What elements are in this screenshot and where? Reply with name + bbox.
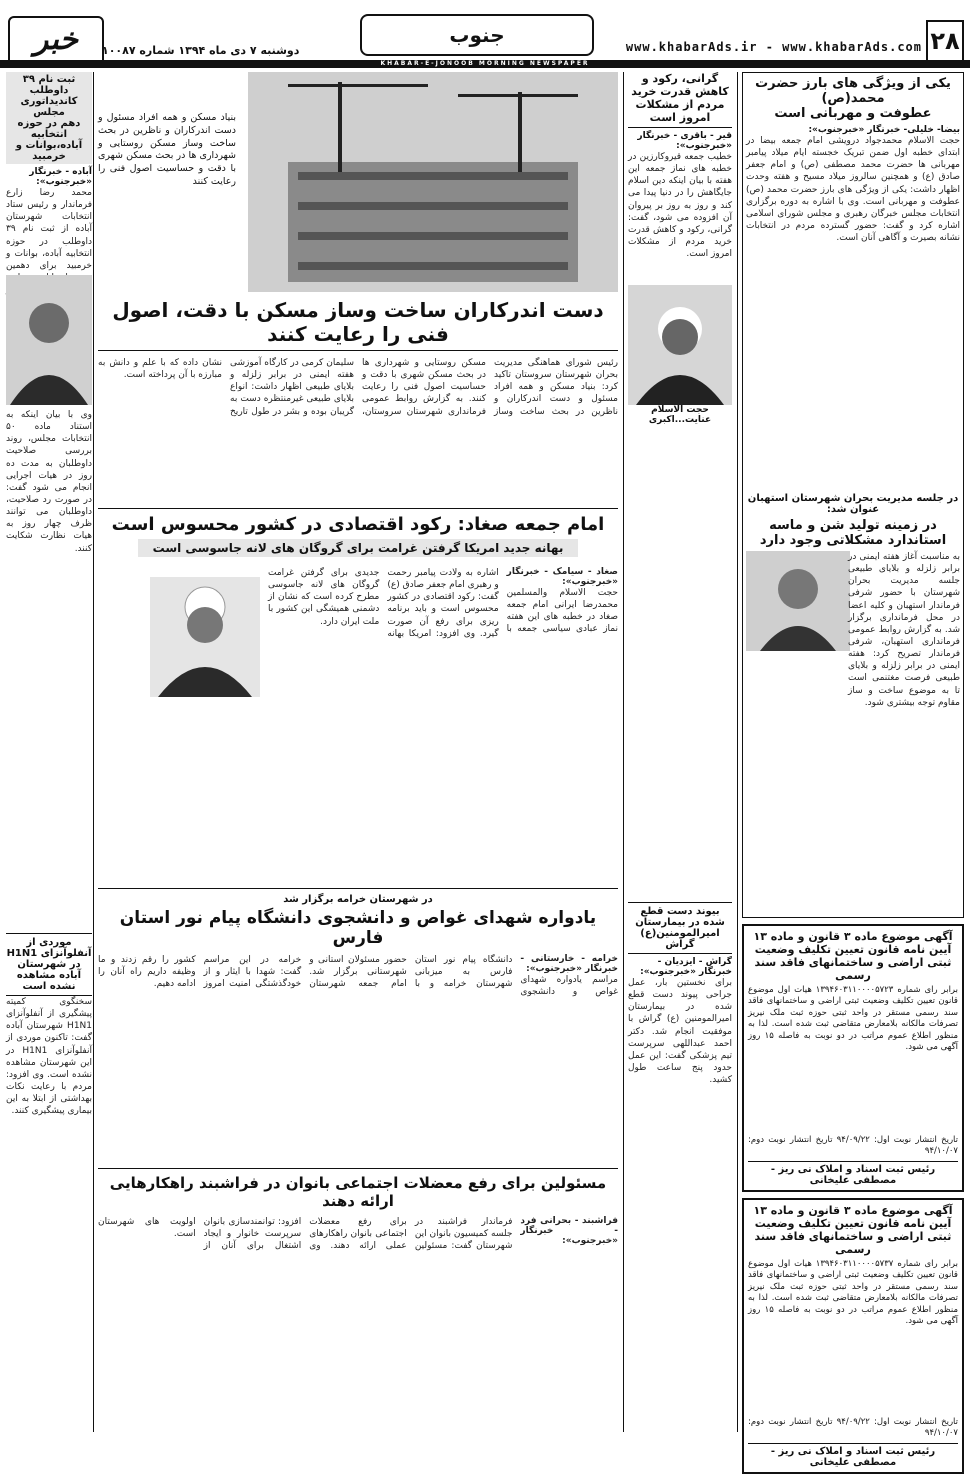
women-title: مسئولین برای رفع معضلات اجتماعی بانوان در فراشبند راهکارهایی ارائه دهند <box>109 1174 607 1210</box>
flu-text: سخنگوی کمیته پیشگیری از آنفلوآنزای H1N1 شهرستان آباده گفت: تاکنون موردی از آنفلوآنزای H1N1 در این شهرستان مشاهده نشده است. وی افزود: مردم با رعایت نکات بهداشتی از ابتلا به این بیماری پیشگیری کنند. <box>6 997 92 1117</box>
header-strip: KHABAR-E-JONOOB MORNING NEWSPAPER <box>0 60 970 68</box>
registry-notice-1 <box>742 924 964 1192</box>
women-body <box>98 1216 618 1438</box>
election-text: محمد رضا زارع فرماندار و رئیس ستاد انتخابات شهرستان آباده از ثبت نام ۳۹ داوطلب در حوزه انتخابیه آباده، بوانات و خرمبید برای دهمین <box>6 188 92 271</box>
page-number: ۲۸ <box>926 20 964 62</box>
sub-body-text: به مناسبت آغاز هفته ایمنی در برابر زلزله و بلایای طبیعی جلسه مدیریت بحران شهرستان با حضور شرفی فرماندار استهبان و کلیه اعضا در محل فرمانداری برگزار شد. به گزارش روابط عمومی فرمانداری استهبان، شرفی فرماندار تصریح کرد: هفته ایمنی در برابر زلزله و بلایای طبیعی فرصت مغتنمی است تا به موضوع ساخت و ساز مقاوم توجه بیشتری شود. <box>848 552 960 708</box>
column-rule <box>93 72 94 1432</box>
portrait-icon <box>6 275 92 405</box>
byline: خرامه - خارستانی - خبرنگار «خبرجنوب»: <box>520 954 618 974</box>
masthead <box>0 6 970 64</box>
byline: گراش - ایزدیان - خبرنگار «خبرجنوب»: <box>640 957 732 977</box>
divider <box>98 888 618 889</box>
building-icon <box>248 72 618 292</box>
martyrs-text: مراسم یادواره شهدای غواص و دانشجوی دانشگاه پیام نور استان فارس به میزبانی شهرستان خرامه و با حضور مسئولان استانی و شهرستانی برگزار شد. امام جمعه شهرستان خرامه در این مراسم گفت: شهدا با ایثار و از خودگذشتگی امنیت امروز کشور را رقم زدند و ما وظیفه داریم راه آنان را ادامه دهیم. <box>98 955 618 998</box>
right-column <box>742 72 964 1468</box>
headline-line2: کاندیداتوری مجلس <box>20 96 78 118</box>
gerash-text: برای نخستین بار، عمل جراحی پیوند دست قطع شده در بیمارستان امیرالمومنین (ع) گراش با موفقیت انجام شد. دکتر احمد عبداللهی سرپرست تیم پزشکی گفت: این عمل حدود پنج ساعت طول کشید. <box>628 978 732 1086</box>
gerash-title: بیوند دست قطع شده در بیمارستان امیرالمومنین(ع) گراش <box>628 902 732 954</box>
byline: قیر - باقری - خبرنگار «خبرجنوب»: <box>637 131 732 151</box>
official-photo <box>746 551 850 651</box>
lead-text: رئیس شورای هماهنگی مدیریت بحران شهرستان سروستان تاکید کرد: بنیاد مسکن و همه افراد مسئول و دست اندرکاران و ناظرین در بحث ساخت وساز مسکن روستایی و شهرداری ها در بحث مسکن شهری با دقت و حساسیت اصول فنی را رعایت کنند. به گزارش روابط عمومی فرمانداری شهرستان سروستان، سلیمان کرمی در کارگاه آموزشی هفته ایمنی در برابر زلزله و بلایای طبیعی اظهار داشت: انواع بلایای طبیعی غیرمنتظره دست به گریبان بوده و بشر در طول تاریخ نشان داده که با علم و دانش به مبارزه با آن پرداخته است. <box>98 358 618 417</box>
portrait-icon <box>628 285 732 405</box>
women-text: فرماندار فراشبند در جلسه کمیسیون بانوان این شهرستان گفت: مسئولین برای رفع معضلات اجتماعی بانوان راهکارهای عملی ارائه دهند. وی افزود: توانمندسازی بانوان سرپرست خانوار و ایجاد اشتغال برای آنان از اولویت های شهرستان است. <box>98 1217 513 1252</box>
registry-notice-2 <box>742 1198 964 1474</box>
notice-signature: رئیس ثبت اسناد و املاک نی ریز - مصطفی علیخانی <box>748 1161 958 1186</box>
headline-line3: دهم در حوزه انتخابیه <box>17 118 81 140</box>
flu-body <box>6 996 92 1466</box>
newspaper-logo: خبر <box>8 16 104 66</box>
notice-title: آگهی موضوع ماده ۳ قانون و ماده ۱۳ آیین نامه قانون تعیین تکلیف وضعیت ثبتی اراضی و ساختمانهای فاقد سند رسمی <box>753 930 953 982</box>
column-rule <box>623 72 624 1432</box>
site-url[interactable]: www.khabarAds.ir - www.khabarAds.com <box>625 40 922 54</box>
divider <box>98 508 618 509</box>
election-body <box>6 187 92 271</box>
sub-kicker: در جلسه مدیریت بحران شهرستان استهبان عنوان شد: <box>747 493 959 515</box>
gerash-body <box>628 977 732 1427</box>
martyrs-article <box>98 894 618 1164</box>
election-headline <box>6 72 92 164</box>
election-text-2: وی با بیان اینکه به استناد ماده ۵۰ انتخابات مجلس، روند بررسی صلاحیت داوطلبان به مدت ده روز در هیات اجرایی انجام می شود گفت: در صورت رد صلاحیت، داوطلبان می توانند ظرف چهار روز به هیات نظارت شکایت کنند. <box>6 410 92 554</box>
prophet-article <box>742 72 964 918</box>
notice-dates: تاریخ انتشار نوبت اول: ۹۴/۰۹/۲۲ تاریخ انتشار نوبت دوم: ۹۴/۱۰/۰۷ <box>748 1135 959 1157</box>
friday-body-continued <box>98 706 263 876</box>
byline: بیضا- خلیلی- خبرنگار «خبرجنوب»: <box>808 125 960 135</box>
gerash-article <box>628 902 732 1432</box>
article-title-line2: عطوفت و مهربانی است <box>774 106 932 121</box>
imam-photo <box>150 577 260 697</box>
friday-subtitle: بهانه جدید امریکا گرفتن غرامت برای گروگان های لانه جاسوسی است <box>138 539 578 557</box>
women-article <box>98 1174 618 1432</box>
notice-signature: رئیس ثبت اسناد و املاک نی ریز - مصطفی علیخانی <box>748 1443 958 1468</box>
martyrs-kicker: در شهرستان خرامه برگزار شد <box>283 894 433 905</box>
election-body-continued <box>6 409 92 929</box>
headline-line4: آباده،بوانات و خرمبید <box>15 140 83 162</box>
qir-text: خطیب جمعه قیروکارزین در خطبه های نماز جمعه این هفته با بیان اینکه دین اسلام جایگاهش را در دنیا پیدا می کند و روز به روز بر پیروان آن افزوده می شود، گفت: گرانی، رکود و کاهش قدرت خرید مردم از مشکلات امروز است. <box>628 152 732 260</box>
martyrs-title: یادواره شهدای غواص و دانشجوی دانشگاه پیام نور استان فارس <box>119 908 597 948</box>
qir-body-continued <box>628 425 732 895</box>
left-column <box>6 72 92 1432</box>
column-rule <box>737 72 738 1432</box>
notice-body: برابر رای شماره ۱۳۹۴۶۰۳۱۱۰۰۰۰۵۷۳۷ هیات اول موضوع قانون تعیین تکلیف وضعیت ثبتی اراضی و ساختمانهای فاقد سند رسمی مستقر در واحد ثبتی حوزه ثبت ملک نیریز تصرفات مالکانه بلامعارض متقاضی ثبت شده است. لذا به منظور اطلاع عموم مراتب در دو نوبت به فاصله ۱۵ روز آگهی می شود. <box>748 1258 958 1327</box>
notice-dates: تاریخ انتشار نوبت اول: ۹۴/۰۹/۲۲ تاریخ انتشار نوبت دوم: ۹۴/۱۰/۰۷ <box>748 1416 959 1439</box>
lead-body <box>98 357 618 517</box>
governor-photo <box>6 275 92 405</box>
byline: آباده - خبرنگار «خبرجنوب»: <box>29 167 92 187</box>
friday-title: امام جمعه صغاد: رکود اقتصادی در کشور محسوس است <box>111 514 605 535</box>
flu-title: موردی از آنفلوآنزای H1N1 در شهرستان آباده مشاهده نشده است <box>6 933 92 996</box>
dateline: دوشنبه ۷ دی ماه ۱۳۹۴ شماره ۱۰۰۸۷ <box>102 44 300 57</box>
byline: فراشبند - بحرانی فرد - خبرنگار «خبرجنوب»: <box>520 1216 618 1246</box>
photo-caption: حجت الاسلام عنایت...اکبری <box>648 405 712 425</box>
photo-caption: بنیاد مسکن و همه افراد مسئول و دست اندرکاران و ناظرین در بحث ساخت وساز مسکن روستایی و شهرداری ها در بحث مسکن شهری با دقت و حساسیت اصول فنی را رعایت کنند <box>98 112 236 188</box>
article-title: یکی از ویژگی های بارز حضرت محمد(ص) <box>755 76 951 106</box>
qir-body <box>628 151 732 281</box>
article-body <box>746 135 960 487</box>
friday-prayer-article <box>98 514 618 884</box>
friday-text: حجت الاسلام والمسلمین محمدرضا ایرانی امام جمعه صغاد در خطبه های این هفته نماز عبادی سیاسی جمعه با اشاره به ولادت پیامبر رحمت و رهبری امام جعفر صادق (ع) گفت: رکود اقتصادی در کشور محسوس است و باید برنامه ریزی برای رفع آن صورت گیرد. وی افزود: امریکا بهانه جدیدی برای گرفتن غرامت گروگان های لانه جاسوسی مطرح کرده است که نشان از دشمنی همیشگی این کشور با ملت ایران دارد. <box>268 568 618 639</box>
construction-photo <box>248 72 618 292</box>
portrait-icon <box>150 577 260 697</box>
headline-line1: ثبت نام ۳۹ داوطلب <box>22 74 76 96</box>
cleric-photo <box>628 285 732 405</box>
portrait-icon <box>746 551 850 651</box>
lead-title: دست اندرکاران ساخت وساز مسکن با دقت، اصول فنی را رعایت کنند <box>98 298 618 351</box>
martyrs-body <box>98 954 618 1174</box>
friday-body <box>268 567 618 879</box>
lead-article <box>98 72 618 504</box>
qir-title: گرانی، رکود و کاهش قدرت خرید مردم از مشکلات امروز است <box>628 72 732 128</box>
article-text: حجت الاسلام محمدجواد درویشی امام جمعه بیضا در ابتدای خطبه اول ضمن تبریک خجسته ایام میلاد پیامبر مهربانی ها حضرت محمد مصطفی (ص) و امام جعفر صادق (ع) و همچنین سالروز میلاد مسیح و هفته وحدت اظهار داشت: یکی از ویژگی های بارز حضرت محمد (ص) عطوفت و مهربانی است. وی با اشاره به دوره برگزاری انتخابات مجلس خبرگان رهبری و مجلس شورای اسلامی اشاره کرد و گفت: حضور گسترده مردم در انتخابات نشانه بصیرت و آگاهی آنان است. <box>746 136 960 244</box>
section-title: جنوب <box>360 14 594 56</box>
sub-body-top <box>848 551 960 708</box>
second-column <box>628 72 732 902</box>
sub-title: در زمینه تولید شن و ماسه استاندارد مشکلاتی وجود دارد <box>759 518 947 548</box>
notice-title: آگهی موضوع ماده ۳ قانون و ماده ۱۳ آیین نامه قانون تعیین تکلیف وضعیت ثبتی اراضی و ساختمانهای فاقد سند رسمی <box>753 1203 953 1256</box>
notice-body: برابر رای شماره ۱۳۹۴۶۰۳۱۱۰۰۰۰۵۷۲۳ هیات اول موضوع قانون تعیین تکلیف وضعیت ثبتی اراضی و ساختمانهای فاقد سند رسمی مستقر در واحد ثبتی حوزه ثبت ملک نیریز تصرفات مالکانه بلامعارض متقاضی ثبت شده است. لذا به منظور اطلاع عموم مراتب در دو نوبت به فاصله ۱۵ روز آگهی می شود. <box>748 985 958 1053</box>
byline: صغاد - سیامک - خبرنگار «خبرجنوب»: <box>506 567 618 587</box>
divider <box>98 1168 618 1169</box>
